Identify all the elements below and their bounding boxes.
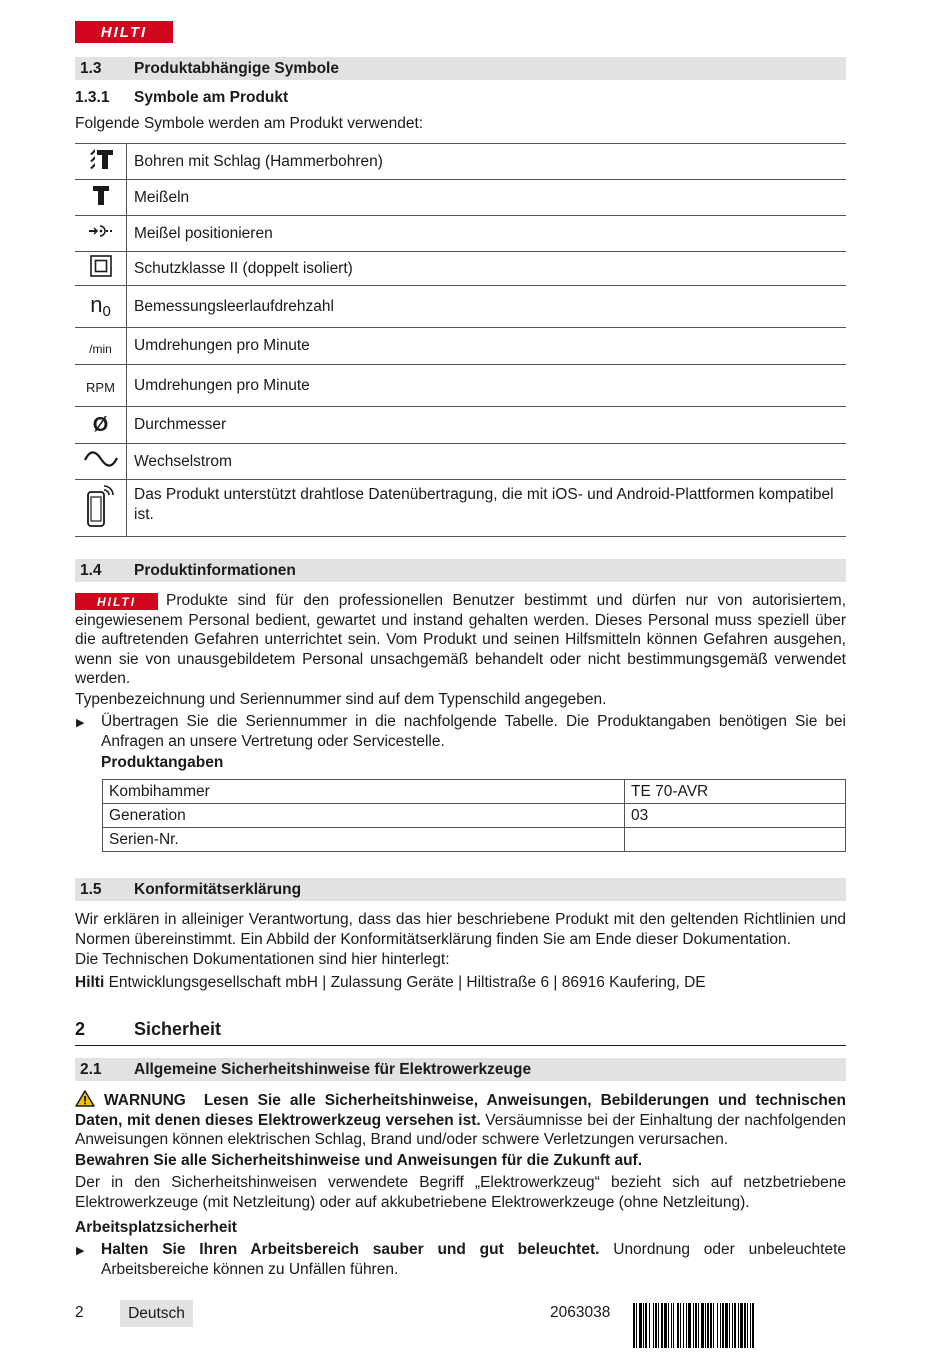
- chapter-title: Sicherheit: [134, 1019, 222, 1039]
- warning-paragraph: [75, 1090, 846, 1150]
- section-2-1-heading: [75, 1058, 846, 1081]
- rpm-icon: [75, 365, 127, 407]
- glyph-per-min: /min: [89, 342, 112, 356]
- table-row: [75, 444, 846, 480]
- table-row: [75, 407, 846, 444]
- symbol-label: Umdrehungen pro Minute: [127, 365, 847, 407]
- product-label: Generation: [103, 804, 625, 828]
- wireless-data-icon: [75, 480, 127, 537]
- barcode: [633, 1303, 846, 1348]
- subsection-number: 1.3.1: [75, 89, 110, 106]
- page-number: 2: [75, 1304, 84, 1321]
- section-title: Konformitätserklärung: [134, 881, 302, 898]
- symbol-label: Umdrehungen pro Minute: [127, 328, 847, 365]
- tech-docs-paragraph: Die Technischen Dokumentationen sind hier hinterlegt:: [75, 951, 450, 968]
- workplace-heading: Arbeitsplatzsicherheit: [75, 1219, 237, 1236]
- table-row: [75, 216, 846, 252]
- glyph-diameter: Ø: [92, 413, 109, 436]
- symbol-label: Meißel positionieren: [127, 216, 847, 252]
- table-row: [103, 804, 846, 828]
- no-load-speed-icon: [75, 286, 127, 328]
- table-row: [75, 480, 846, 537]
- workplace-bullet-bold: Halten Sie Ihren Arbeitsbereich sauber und gut beleuchtet.: [101, 1241, 600, 1258]
- symbol-label: Schutzklasse II (doppelt isoliert): [127, 252, 847, 286]
- product-label: Serien-Nr.: [103, 828, 625, 852]
- section-1-3-1-heading: [75, 89, 289, 107]
- table-row: [75, 252, 846, 286]
- product-table: [102, 779, 846, 852]
- table-row: [103, 828, 846, 852]
- product-info-paragraph: Produkte sind für den professionellen Benutzer bestimmt und dürfen nur von autorisiertem, eingewiesenem Personal bedient, gewartet und instand gehalten werden. Dieses Personal muss speziell über die auftretenden Gefahren unterrichtet sein. Vom Produkt und seinen Hilfsmitteln können Gefahren ausgehen, wenn sie von unausgebildetem Personal unsachgemäß behandelt oder nicht bestimmungsgemäß verwendet werden.: [75, 592, 846, 687]
- section-1-4-heading: [75, 559, 846, 582]
- table-row: [75, 286, 846, 328]
- section-title: Produktabhängige Symbole: [134, 60, 339, 77]
- type-plate-paragraph: Typenbezeichnung und Seriennummer sind auf dem Typenschild angegeben.: [75, 691, 607, 708]
- serial-bullet-text: Übertragen Sie die Seriennummer in die nachfolgende Tabelle. Die Produktangaben benötigen Sie bei Anfragen an unsere Vertretung oder Servicestelle.: [101, 713, 846, 750]
- bullet-arrow-icon: ▶: [76, 1245, 85, 1257]
- symbol-label: Wechselstrom: [127, 444, 847, 480]
- symbol-label: Das Produkt unterstützt drahtlose Datenübertragung, die mit iOS- und Android-Plattformen kompatibel ist.: [127, 480, 847, 537]
- barcode-bar: [754, 1303, 755, 1348]
- alternating-current-icon: [75, 444, 127, 480]
- warning-triangle-icon: [75, 1090, 95, 1107]
- term-paragraph: Der in den Sicherheitshinweisen verwendete Begriff „Elektrowerkzeug“ bezieht sich auf netzbetriebene Elektrowerkzeuge (mit Netzleitung) oder auf akkubetriebene Elektrowerkzeuge (ohne Netzleitung).: [75, 1174, 846, 1211]
- section-number: 1.3: [80, 60, 102, 77]
- symbols-intro: Folgende Symbole werden am Produkt verwendet:: [75, 115, 424, 132]
- warning-label: WARNUNG: [104, 1092, 186, 1109]
- symbol-label: Meißeln: [127, 180, 847, 216]
- symbol-label: Bemessungsleerlaufdrehzahl: [127, 286, 847, 328]
- product-label: Kombihammer: [103, 780, 625, 804]
- table-row: [75, 365, 846, 407]
- symbol-label: Bohren mit Schlag (Hammerbohren): [127, 144, 847, 180]
- table-row: [75, 144, 846, 180]
- protection-class-ii-icon: [75, 252, 127, 286]
- chisel-position-icon: [75, 216, 127, 252]
- diameter-icon: [75, 407, 127, 444]
- product-table-title: Produktangaben: [101, 754, 224, 771]
- address-text: Entwicklungsgesellschaft mbH | Zulassung Geräte | Hiltistraße 6 | 86916 Kaufering, DE: [104, 974, 706, 991]
- section-title: Produktinformationen: [134, 562, 296, 579]
- chapter-number: 2: [75, 1019, 86, 1039]
- hilti-logo: [75, 21, 173, 43]
- workplace-bullet-text: Unordnung oder unbeleuchtete Arbeitsbereiche können zu Unfällen führen.: [101, 1241, 847, 1278]
- chapter-2-heading: [75, 1019, 846, 1046]
- table-row: [103, 780, 846, 804]
- section-number: 1.5: [80, 881, 102, 898]
- per-minute-icon: [75, 328, 127, 365]
- serial-number-field[interactable]: [625, 828, 846, 852]
- logo-text: HILTI: [100, 23, 148, 41]
- product-value: 03: [625, 804, 846, 828]
- keep-instructions: Bewahren Sie alle Sicherheitshinweise und Anweisungen für die Zukunft auf.: [75, 1152, 642, 1169]
- table-row: [75, 180, 846, 216]
- section-1-3-heading: [75, 57, 846, 80]
- bullet-arrow-icon: ▶: [76, 717, 85, 729]
- section-number: 1.4: [80, 562, 102, 579]
- table-row: [75, 328, 846, 365]
- section-number: 2.1: [80, 1061, 102, 1078]
- section-title: Allgemeine Sicherheitshinweise für Elektrowerkzeuge: [134, 1061, 532, 1078]
- warning-bold-text: Lesen Sie alle Sicherheitshinweise, Anweisungen, Bebilderungen und technischen Daten, mit denen dieses Elektrowerkzeug versehen ist.: [75, 1092, 846, 1129]
- symbol-label: Durchmesser: [127, 407, 847, 444]
- conformity-paragraph: Wir erklären in alleiniger Verantwortung, dass das hier beschriebene Produkt mit den geltenden Richtlinien und Normen übereinstimmt. Ein Abbild der Konformitätserklärung finden Sie am Ende dieser Dokumentation.: [75, 911, 846, 948]
- glyph-rpm: RPM: [86, 379, 115, 395]
- language-badge: Deutsch: [120, 1300, 193, 1327]
- section-1-5-heading: [75, 878, 846, 901]
- chiseling-icon: [75, 180, 127, 216]
- warning-text: Versäumnisse bei der Einhaltung der nachfolgenden Anweisungen können elektrischen Schlag, Brand und/oder schwere Verletzungen verursachen.: [75, 1111, 846, 1148]
- document-number: 2063038: [550, 1304, 611, 1321]
- symbols-table: [75, 143, 846, 537]
- glyph-n: n: [90, 292, 103, 318]
- logo-text: HILTI: [96, 594, 137, 609]
- hammer-drilling-icon: [75, 144, 127, 180]
- subsection-title: Symbole am Produkt: [134, 89, 289, 106]
- product-value: TE 70-AVR: [625, 780, 846, 804]
- address-line: [75, 973, 846, 993]
- glyph-sub-0: 0: [102, 303, 111, 321]
- workplace-bullet: [101, 1240, 846, 1279]
- address-company: Hilti: [75, 974, 105, 991]
